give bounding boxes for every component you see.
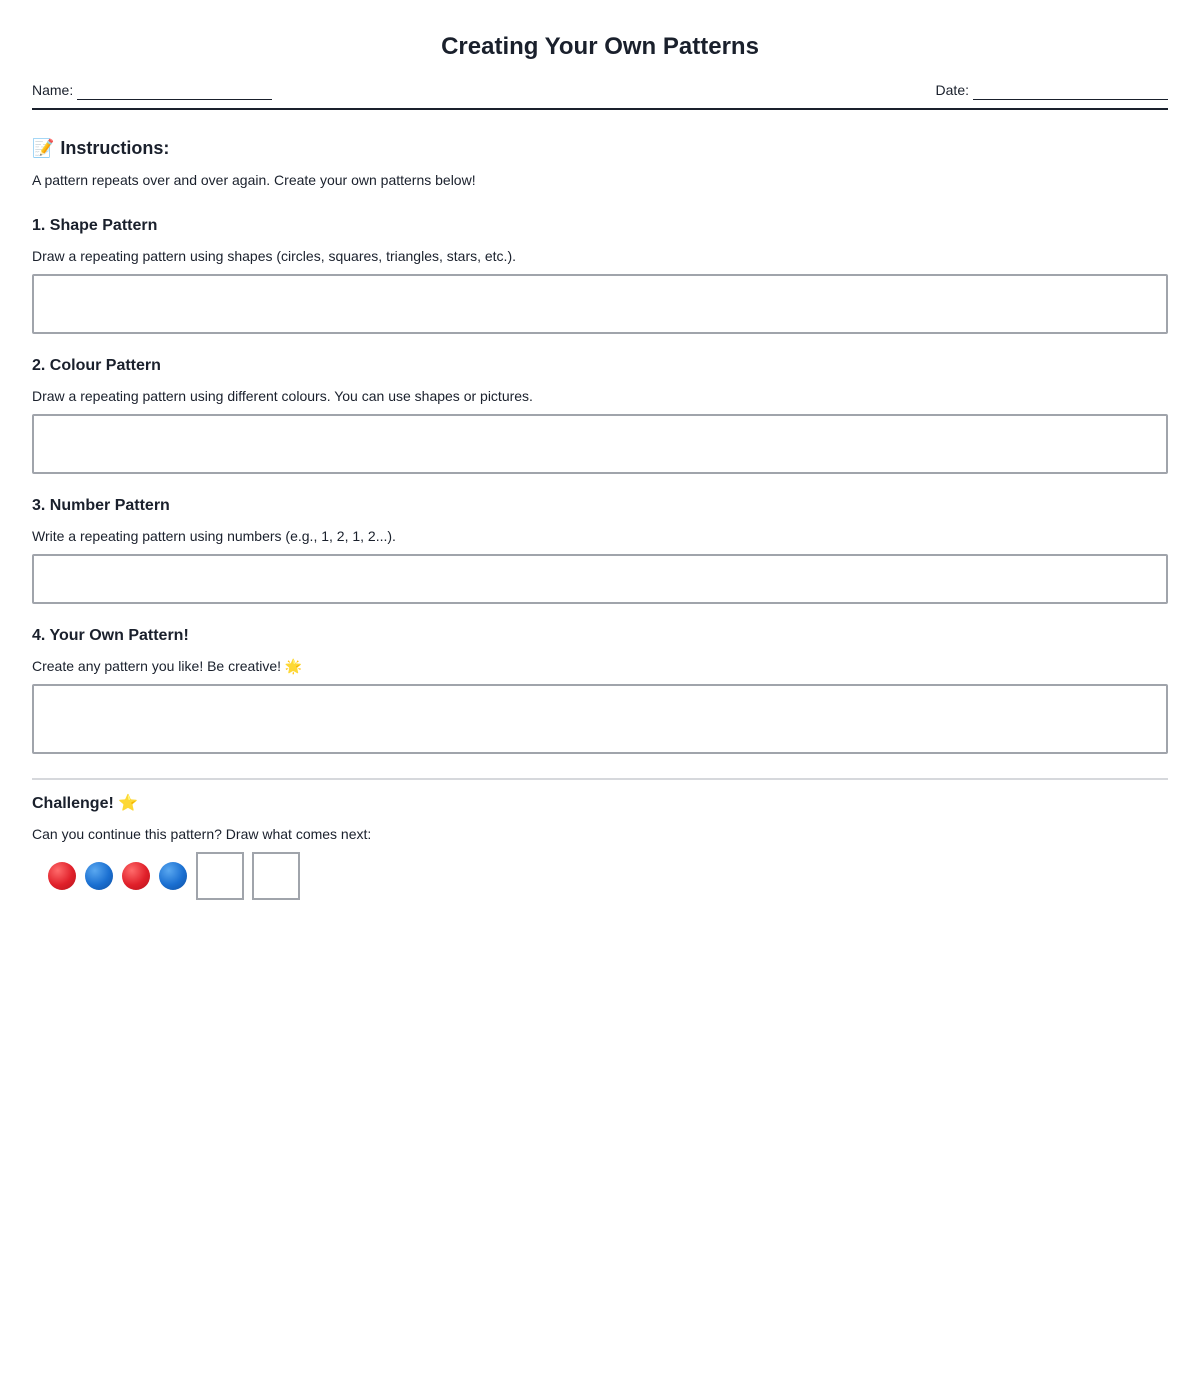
red-circle-icon bbox=[122, 862, 150, 890]
red-circle-icon bbox=[48, 862, 76, 890]
date-field[interactable] bbox=[936, 80, 1168, 100]
name-blank-line[interactable] bbox=[77, 83, 272, 100]
page-title: Creating Your Own Patterns bbox=[441, 33, 759, 60]
own-pattern-description: Create any pattern you like! Be creative! 🌟 bbox=[32, 658, 303, 674]
number-pattern-answer-box[interactable] bbox=[32, 554, 1168, 604]
colour-pattern-heading: 2. Colour Pattern bbox=[32, 357, 161, 374]
instructions-text: A pattern repeats over and over again. Create your own patterns below! bbox=[32, 172, 476, 188]
name-label: Name: bbox=[32, 82, 74, 98]
date-label: Date: bbox=[935, 82, 969, 98]
date-blank-line[interactable] bbox=[973, 83, 1168, 100]
section-divider bbox=[32, 778, 1168, 780]
instructions-heading bbox=[32, 136, 169, 160]
shape-pattern-answer-box[interactable] bbox=[32, 274, 1168, 334]
own-pattern-heading: 4. Your Own Pattern! bbox=[32, 627, 189, 644]
next-item-box-1[interactable] bbox=[196, 852, 244, 900]
challenge-sequence bbox=[48, 852, 308, 900]
instructions-heading-text: Instructions: bbox=[60, 138, 170, 158]
name-date-row bbox=[32, 80, 1168, 110]
blue-circle-icon bbox=[159, 862, 187, 890]
colour-pattern-answer-box[interactable] bbox=[32, 414, 1168, 474]
number-pattern-description: Write a repeating pattern using numbers (e.g., 1, 2, 1, 2...). bbox=[32, 528, 396, 544]
number-pattern-heading: 3. Number Pattern bbox=[32, 497, 170, 514]
blue-circle-icon bbox=[85, 862, 113, 890]
colour-pattern-description: Draw a repeating pattern using different colours. You can use shapes or pictures. bbox=[32, 388, 533, 404]
next-item-box-2[interactable] bbox=[252, 852, 300, 900]
shape-pattern-heading: 1. Shape Pattern bbox=[32, 217, 158, 234]
challenge-text: Can you continue this pattern? Draw what comes next: bbox=[32, 826, 372, 842]
shape-pattern-description: Draw a repeating pattern using shapes (circles, squares, triangles, stars, etc.). bbox=[32, 248, 516, 264]
memo-icon: 📝 bbox=[32, 138, 55, 158]
challenge-heading: Challenge! ⭐ bbox=[32, 795, 139, 812]
own-pattern-answer-box[interactable] bbox=[32, 684, 1168, 754]
name-field[interactable] bbox=[32, 80, 272, 100]
